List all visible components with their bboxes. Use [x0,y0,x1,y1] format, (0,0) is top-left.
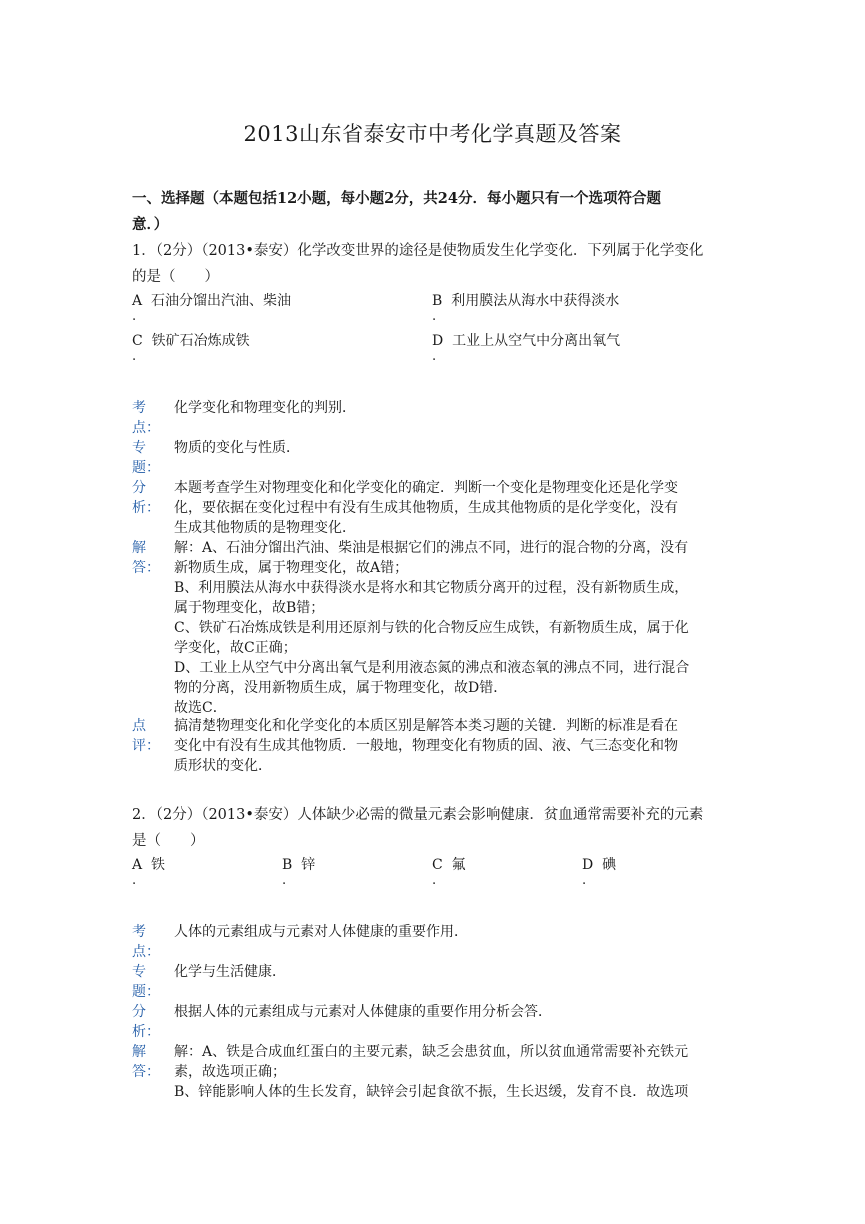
option-dot: . [132,349,137,364]
q2-option-a: A 铁 . [132,857,166,888]
q1-dianping-text: 搞清楚物理变化和化学变化的本质区别是解答本类习题的关键．判断的标准是看在 变化中有没有生成其他物质．一般地，物理变化有物质的固、液、气三态变化和物 质形状的变化． [174,718,678,774]
q1-kaodian-text: 化学变化和物理变化的判别． [174,400,356,416]
q2-label-kaodian: 考 点： [132,924,160,960]
option-dot: . [432,309,437,324]
q1-fenxi-text: 本题考查学生对物理变化和化学变化的确定．判断一个变化是物理变化还是化学变 化，要依据在变化过程中有没有生成其他物质，生成其他物质的是化学变化，没有 生成其他物质的是物理变化． [174,480,678,536]
option-dot: . [432,349,437,364]
option-dot: . [432,873,437,888]
question-2-stem-line-2: 是（ ） [132,833,205,849]
q2-label-zhuanti: 专 题： [132,964,160,1000]
q1-zhuanti-text: 物质的变化与性质． [174,440,300,456]
option-dot: . [132,309,137,324]
section-heading [132,186,732,238]
q1-label-fenxi: 分 析： [132,480,160,516]
q1-label-jieda: 解 答： [132,540,160,576]
option-dot: . [582,873,587,888]
question-1-stem [132,238,732,290]
q2-label-fenxi: 分 析： [132,1004,160,1040]
page-title: 2013山东省泰安市中考化学真题及答案 [243,122,622,146]
q1-option-d: D 工业上从空气中分离出氧气 . [432,333,621,364]
section-heading-line-2: 意．） [132,216,169,233]
q2-kaodian-text: 人体的元素组成与元素对人体健康的重要作用． [174,924,468,940]
q2-label-jieda: 解 答： [132,1044,160,1080]
section-heading-line-1: 一、选择题（本题包括12小题，每小题2分，共24分．每小题只有一个选项符合题 [132,190,661,207]
q1-jieda-text: 解：A、石油分馏出汽油、柴油是根据它们的沸点不同，进行的混合物的分离，没有 新物质生成，属于物理变化，故A错； B、利用膜法从海水中获得淡水是将水和其它物质分离开的过程，没有新物质生成， 属于物理变化，故B错； C、铁矿石冶炼成铁是利用还原剂与铁的化合物反应生成铁，有新物质生成，属于化 学变化，故C正确； D、工业上从空气中分离出氧气是利用液态氮的沸点和液态氧的沸点不同，进行混合 物的分离，没用新物质生成，属于物理变化，故D错． 故选C． [174,540,690,716]
q1-label-dianping: 点 评： [132,718,160,754]
q1-option-a: A 石油分馏出汽油、柴油 . [132,293,292,324]
q1-option-b: B 利用膜法从海水中获得淡水 . [432,293,620,324]
q1-option-c: C 铁矿石冶炼成铁 . [132,333,250,364]
question-1-stem-line-2: 的是（ ） [132,269,219,285]
q2-option-d: D 碘 . [582,857,617,888]
q2-zhuanti-text: 化学与生活健康． [174,964,286,980]
q1-label-zhuanti: 专 题： [132,440,160,476]
q1-label-kaodian: 考 点： [132,400,160,436]
question-2-stem [132,802,732,854]
question-2-stem-line-1: 2．（2分）（2013•泰安）人体缺少必需的微量元素会影响健康．贫血通常需要补充的元素 [132,807,704,823]
q2-option-c: C 氟 . [432,857,466,888]
question-1-stem-line-1: 1．（2分）（2013•泰安）化学改变世界的途径是使物质发生化学变化．下列属于化学变化 [132,243,704,259]
q2-option-b: B 锌 . [282,857,316,888]
q2-fenxi-text: 根据人体的元素组成与元素对人体健康的重要作用分析会答． [174,1004,552,1020]
option-dot: . [132,873,137,888]
option-dot: . [282,873,287,888]
q2-jieda-text: 解：A、铁是合成血红蛋白的主要元素，缺乏会患贫血，所以贫血通常需要补充铁元 素，故选项正确； B、锌能影响人体的生长发育，缺锌会引起食欲不振，生长迟缓，发育不良．故选项 [174,1044,689,1100]
